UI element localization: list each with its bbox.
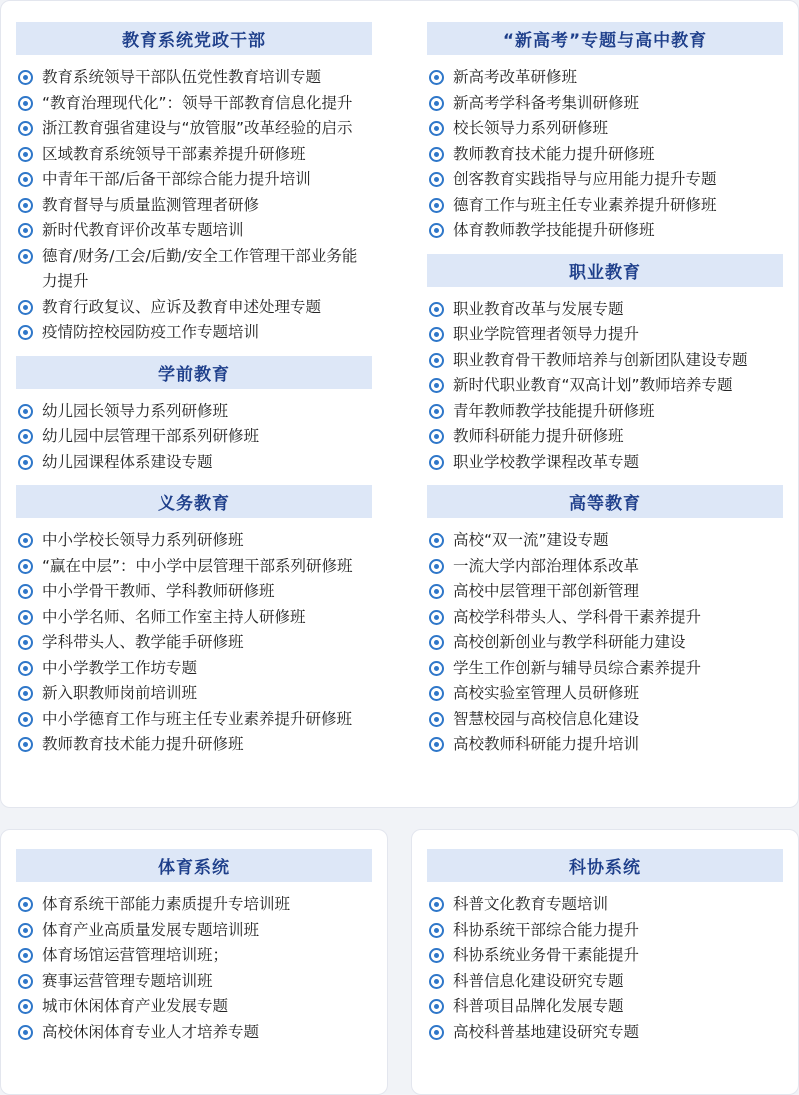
section-sports — [16, 849, 372, 1045]
list-item — [16, 142, 372, 168]
list-item-text: 赛事运营管理专题培训班 — [42, 971, 213, 990]
list-item-text: 职业学院管理者领导力提升 — [453, 325, 640, 343]
bullet-circle-icon — [18, 198, 33, 213]
list-item-text: 中小学校长领导力系列研修班 — [42, 531, 244, 549]
bullet-circle-icon — [18, 223, 33, 238]
bullet-circle-icon — [429, 378, 444, 393]
bullet-circle-icon — [18, 172, 33, 187]
list-item — [427, 630, 783, 656]
item-list — [16, 399, 372, 476]
item-list — [16, 528, 372, 758]
list-item — [16, 707, 372, 733]
bullet-circle-icon — [18, 999, 33, 1014]
list-item-text: 教育系统领导干部队伍党性教育培训专题 — [42, 68, 322, 86]
list-item — [427, 554, 783, 580]
list-item-text: 德育/财务/工会/后勤/安全工作管理干部业务能力提升 — [42, 246, 358, 290]
list-item — [427, 91, 783, 117]
list-item — [427, 892, 783, 918]
bullet-circle-icon — [18, 923, 33, 938]
list-item — [16, 65, 372, 91]
list-item-text: 科普项目品牌化发展专题 — [453, 997, 624, 1015]
section-science-assoc — [427, 849, 783, 1045]
bullet-circle-icon — [429, 147, 444, 162]
bullet-circle-icon — [429, 686, 444, 701]
list-item-text: 幼儿园长领导力系列研修班 — [42, 401, 229, 420]
left-column — [16, 22, 372, 768]
list-item — [427, 707, 783, 733]
item-list — [427, 892, 783, 1045]
list-item-text: 校长领导力系列研修班 — [453, 119, 609, 137]
item-list — [16, 892, 372, 1045]
list-item — [427, 681, 783, 707]
list-item-text: 教师教育技术能力提升研修班 — [453, 144, 655, 163]
section-header: 职业教育 — [427, 254, 783, 287]
bullet-circle-icon — [429, 610, 444, 625]
bullet-circle-icon — [429, 302, 444, 317]
list-item-text: 体育场馆运营管理培训班； — [42, 946, 229, 964]
list-item — [16, 605, 372, 631]
list-item — [16, 244, 372, 295]
list-item — [427, 994, 783, 1020]
list-item-text: 科普文化教育专题培训 — [453, 895, 609, 913]
list-item-text: 区域教育系统领导干部素养提升研修班 — [42, 144, 306, 163]
list-item-text: 新高考改革研修班 — [453, 68, 578, 86]
list-item-text: 学生工作创新与辅导员综合素养提升 — [453, 658, 702, 677]
list-item-text: 高校实验室管理人员研修班 — [453, 684, 640, 702]
list-item — [16, 892, 372, 918]
section-header: 义务教育 — [16, 485, 372, 518]
item-list — [427, 65, 783, 244]
list-item-text: 科协系统业务骨干素能提升 — [453, 946, 640, 964]
list-item-text: 幼儿园课程体系建设专题 — [42, 452, 213, 471]
bullet-circle-icon — [429, 712, 444, 727]
list-item-text: 城市休闲体育产业发展专题 — [42, 997, 229, 1015]
list-item — [16, 167, 372, 193]
bullet-circle-icon — [18, 661, 33, 676]
section-compulsory — [16, 485, 372, 758]
bullet-circle-icon — [18, 1025, 33, 1040]
bullet-circle-icon — [18, 325, 33, 340]
list-item — [16, 528, 372, 554]
list-item-text: 一流大学内部治理体系改革 — [453, 556, 640, 575]
bullet-circle-icon — [429, 533, 444, 548]
bullet-circle-icon — [429, 584, 444, 599]
bullet-circle-icon — [429, 635, 444, 650]
list-item — [16, 630, 372, 656]
bullet-circle-icon — [18, 300, 33, 315]
sports-column — [16, 849, 372, 1055]
list-item — [16, 656, 372, 682]
list-item-text: 高校科普基地建设研究专题 — [453, 1022, 640, 1041]
list-item — [16, 918, 372, 944]
bullet-circle-icon — [429, 559, 444, 574]
science-column — [427, 849, 783, 1055]
list-item-text: 教育督导与质量监测管理者研修 — [42, 195, 260, 214]
section-header: 学前教育 — [16, 356, 372, 389]
list-item-text: 中小学名师、名师工作室主持人研修班 — [42, 607, 306, 626]
list-item-text: 高校中层管理干部创新管理 — [453, 582, 640, 600]
list-item-text: 体育产业高质量发展专题培训班 — [42, 920, 260, 939]
item-list — [427, 528, 783, 758]
list-item — [427, 65, 783, 91]
bullet-circle-icon — [429, 661, 444, 676]
list-item — [16, 116, 372, 142]
list-item — [427, 167, 783, 193]
list-item — [427, 918, 783, 944]
list-item-text: 新时代职业教育“双高计划”教师培养专题 — [453, 376, 733, 394]
section-header: 教育系统党政干部 — [16, 22, 372, 55]
bullet-circle-icon — [18, 897, 33, 912]
bullet-circle-icon — [429, 198, 444, 213]
list-item — [427, 528, 783, 554]
bullet-circle-icon — [429, 974, 444, 989]
list-item-text: 教师科研能力提升研修班 — [453, 427, 624, 445]
list-item — [427, 297, 783, 323]
list-item-text: 体育系统干部能力素质提升专培训班 — [42, 895, 291, 913]
section-vocational — [427, 254, 783, 476]
list-item-text: 科协系统干部综合能力提升 — [453, 920, 640, 939]
list-item — [427, 348, 783, 374]
list-item-text: 高校创新创业与教学科研能力建设 — [453, 633, 686, 651]
list-item-text: 中青年干部/后备干部综合能力提升培训 — [42, 170, 311, 188]
bullet-circle-icon — [429, 327, 444, 342]
list-item — [16, 943, 372, 969]
list-item-text: 中小学骨干教师、学科教师研修班 — [42, 582, 275, 600]
bullet-circle-icon — [18, 559, 33, 574]
list-item — [16, 732, 372, 758]
bullet-circle-icon — [18, 455, 33, 470]
bullet-circle-icon — [18, 610, 33, 625]
bullet-circle-icon — [429, 353, 444, 368]
section-header: 高等教育 — [427, 485, 783, 518]
list-item — [427, 943, 783, 969]
bullet-circle-icon — [429, 737, 444, 752]
list-item — [427, 605, 783, 631]
list-item — [427, 373, 783, 399]
bullet-circle-icon — [429, 455, 444, 470]
list-item-text: 高校学科带头人、学科骨干素养提升 — [453, 607, 702, 626]
list-item — [16, 424, 372, 450]
list-item-text: 学科带头人、教学能手研修班 — [42, 633, 244, 651]
list-item-text: 疫情防控校园防疫工作专题培训 — [42, 323, 260, 341]
list-item-text: 职业学校教学课程改革专题 — [453, 452, 640, 471]
list-item — [427, 399, 783, 425]
list-item — [427, 969, 783, 995]
list-item — [16, 295, 372, 321]
bullet-circle-icon — [429, 429, 444, 444]
bullet-circle-icon — [18, 70, 33, 85]
list-item — [16, 218, 372, 244]
bullet-circle-icon — [18, 712, 33, 727]
list-item — [427, 1020, 783, 1046]
list-item-text: 智慧校园与高校信息化建设 — [453, 709, 640, 728]
list-item-text: 中小学德育工作与班主任专业素养提升研修班 — [42, 709, 353, 728]
list-item — [427, 656, 783, 682]
bullet-circle-icon — [18, 404, 33, 419]
list-item-text: 职业教育改革与发展专题 — [453, 299, 624, 318]
bullet-circle-icon — [429, 948, 444, 963]
bullet-circle-icon — [18, 249, 33, 264]
list-item-text: 德育工作与班主任专业素养提升研修班 — [453, 195, 717, 214]
list-item-text: 高校教师科研能力提升培训 — [453, 735, 640, 753]
list-item-text: 科普信息化建设研究专题 — [453, 971, 624, 990]
list-item-text: 高校休闲体育专业人才培养专题 — [42, 1022, 260, 1041]
list-item — [16, 399, 372, 425]
list-item — [16, 579, 372, 605]
list-item-text: 浙江教育强省建设与“放管服”改革经验的启示 — [42, 119, 353, 137]
bullet-circle-icon — [18, 584, 33, 599]
list-item — [427, 424, 783, 450]
list-item — [16, 1020, 372, 1046]
item-list — [427, 297, 783, 476]
bullet-circle-icon — [18, 147, 33, 162]
section-preschool — [16, 356, 372, 476]
list-item — [427, 142, 783, 168]
list-item-text: 教育行政复议、应诉及教育申述处理专题 — [42, 297, 322, 316]
bullet-circle-icon — [18, 533, 33, 548]
list-item-text: 青年教师教学技能提升研修班 — [453, 401, 655, 420]
bullet-circle-icon — [18, 121, 33, 136]
list-item-text: 教师教育技术能力提升研修班 — [42, 735, 244, 753]
list-item — [427, 450, 783, 476]
bullet-circle-icon — [18, 96, 33, 111]
list-item-text: 新入职教师岗前培训班 — [42, 684, 198, 702]
list-item — [16, 969, 372, 995]
list-item-text: “赢在中层”：中小学中层管理干部系列研修班 — [42, 556, 353, 575]
section-header: 科协系统 — [427, 849, 783, 882]
bullet-circle-icon — [429, 999, 444, 1014]
list-item — [427, 218, 783, 244]
bullet-circle-icon — [429, 404, 444, 419]
bullet-circle-icon — [429, 70, 444, 85]
bullet-circle-icon — [18, 948, 33, 963]
bullet-circle-icon — [18, 974, 33, 989]
list-item — [16, 994, 372, 1020]
bullet-circle-icon — [18, 429, 33, 444]
list-item — [427, 322, 783, 348]
right-column — [427, 22, 783, 768]
list-item — [16, 193, 372, 219]
bullet-circle-icon — [18, 737, 33, 752]
bullet-circle-icon — [429, 121, 444, 136]
bullet-circle-icon — [429, 96, 444, 111]
list-item-text: 职业教育骨干教师培养与创新团队建设专题 — [453, 350, 748, 369]
item-list — [16, 65, 372, 346]
section-header: 体育系统 — [16, 849, 372, 882]
bullet-circle-icon — [429, 1025, 444, 1040]
list-item-text: 体育教师教学技能提升研修班 — [453, 221, 655, 239]
bullet-circle-icon — [429, 223, 444, 238]
list-item — [16, 450, 372, 476]
section-header: “新高考”专题与高中教育 — [427, 22, 783, 55]
bullet-circle-icon — [18, 686, 33, 701]
list-item — [16, 554, 372, 580]
list-item — [427, 732, 783, 758]
list-item-text: 创客教育实践指导与应用能力提升专题 — [453, 170, 717, 188]
list-item — [427, 579, 783, 605]
list-item-text: 幼儿园中层管理干部系列研修班 — [42, 427, 260, 445]
list-item — [16, 91, 372, 117]
list-item — [16, 320, 372, 346]
list-item-text: 中小学教学工作坊专题 — [42, 658, 198, 677]
section-higher-ed — [427, 485, 783, 758]
section-new-gaokao — [427, 22, 783, 244]
section-party-cadres — [16, 22, 372, 346]
bullet-circle-icon — [429, 923, 444, 938]
bullet-circle-icon — [429, 172, 444, 187]
list-item-text: 高校“双一流”建设专题 — [453, 531, 609, 549]
list-item-text: 新时代教育评价改革专题培训 — [42, 221, 244, 239]
list-item — [16, 681, 372, 707]
list-item — [427, 116, 783, 142]
bullet-circle-icon — [18, 635, 33, 650]
bullet-circle-icon — [429, 897, 444, 912]
list-item-text: 新高考学科备考集训研修班 — [453, 93, 640, 112]
list-item — [427, 193, 783, 219]
list-item-text: “教育治理现代化”：领导干部教育信息化提升 — [42, 93, 353, 112]
